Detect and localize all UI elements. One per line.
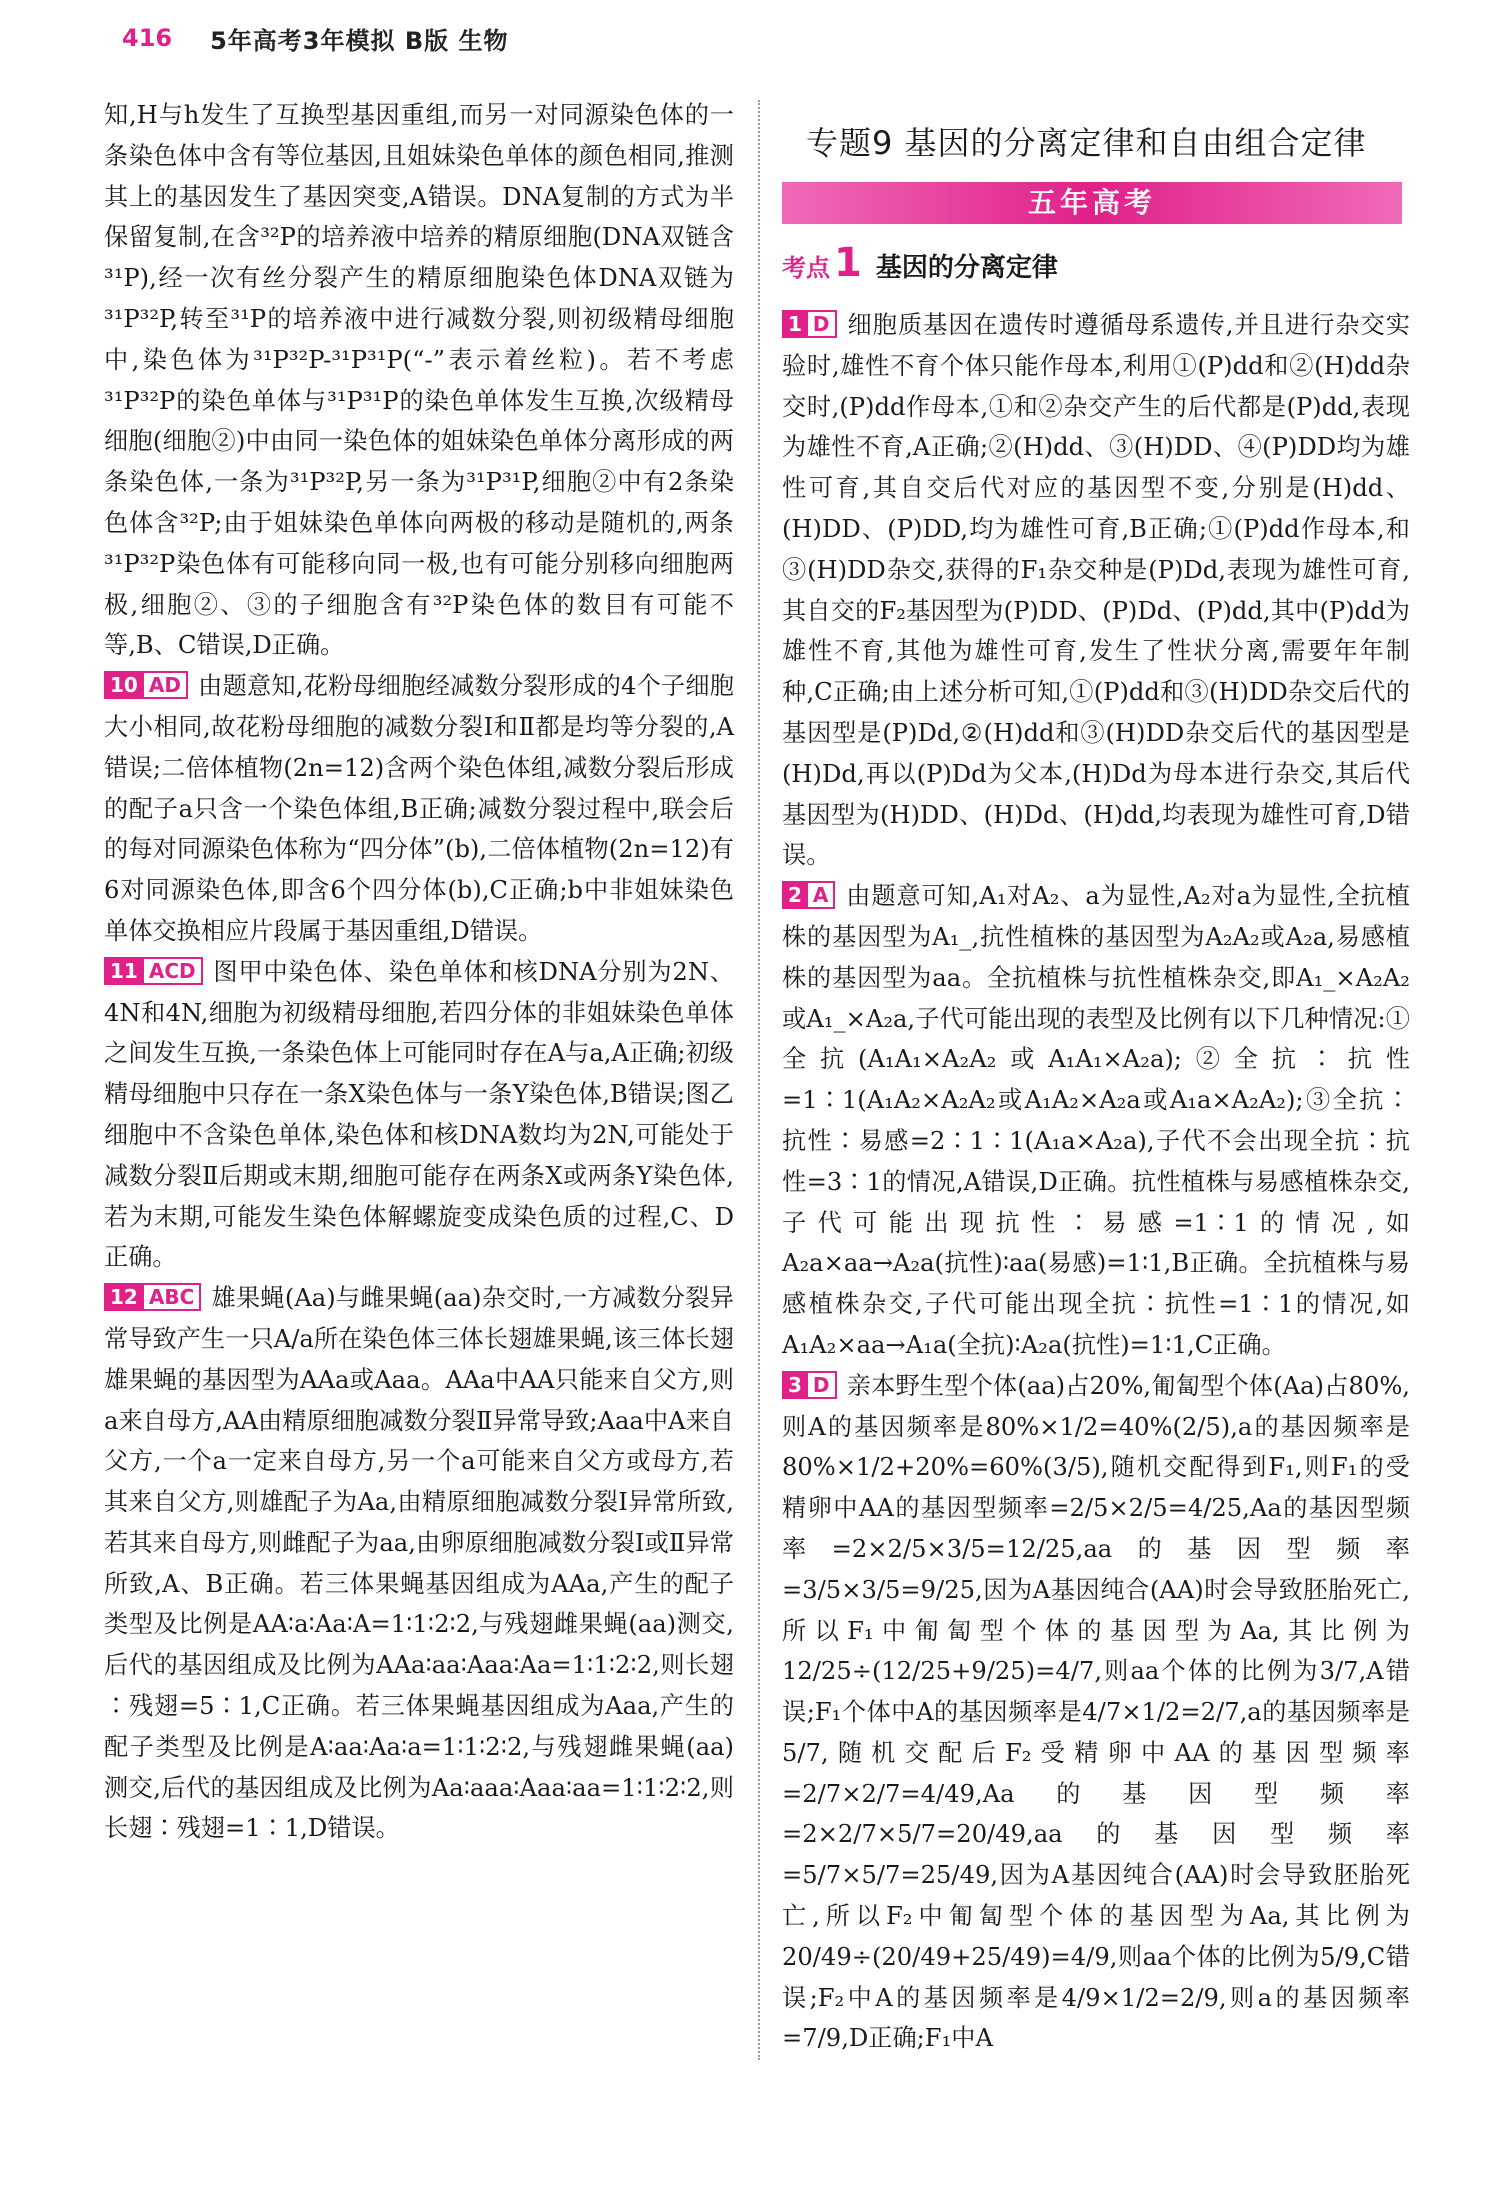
continuation-paragraph: 知,H与h发生了互换型基因重组,而另一对同源染色体的一条染色体中含有等位基因,且姐妹染色单体的颜色相同,推测其上的基因发生了基因突变,A错误。DNA复制的方式为半保留复制,在含³²P的培养液中培养的精原细胞(DNA双链含³¹P),经一次有丝分裂产生的精原细胞染色体DNA双链为³¹P³²P,转至³¹P的培养液中进行减数分裂,则初级精母细胞中,染色体为³¹P³²P-³¹P³¹P(“-”表示着丝粒)。若不考虑³¹P³²P的染色单体与³¹P³¹P的染色单体发生互换,次级精母细胞(细胞②)中由同一染色体的姐妹染色单体分离形成的两条染色体,一条为³¹P³²P,另一条为³¹P³¹P,细胞②中有2条染色体含³²P;由于姐妹染色单体向两极的移动是随机的,两条³¹P³²P染色体有可能移向同一极,也有可能分别移向细胞两极,细胞②、③的子细胞含有³²P染色体的数目有可能不等,B、C错误,D正确。 — [104, 101, 734, 660]
answer-badge — [104, 1283, 201, 1311]
kaodian-number: 1 — [834, 240, 862, 286]
answer-letters: AD — [144, 671, 188, 699]
topic-title: 专题9 基因的分离定律和自由组合定律 — [806, 124, 1367, 162]
kaodian-heading — [782, 240, 1058, 290]
answer-text: 由题意知,花粉母细胞经减数分裂形成的4个子细胞大小相同,故花粉母细胞的减数分裂Ⅰ和Ⅱ都是均等分裂的,A错误;二倍体植物(2n=12)含两个染色体组,减数分裂后形成的配子a只含一个染色体组,B正确;减数分裂过程中,联会后的每对同源染色体称为“四分体”(b),二倍体植物(2n=12)有6对同源染色体,即含6个四分体(b),C正确;b中非姐妹染色单体交换相应片段属于基因重组,D错误。 — [104, 672, 734, 945]
question-number: 10 — [104, 671, 144, 699]
answer-10 — [104, 666, 734, 952]
question-number: 2 — [782, 881, 808, 909]
answer-12 — [104, 1278, 734, 1849]
page-number: 416 — [122, 24, 173, 52]
page-header — [122, 18, 509, 58]
kaodian-title: 基因的分离定律 — [875, 253, 1058, 283]
column-divider — [758, 100, 760, 2060]
book-title: 5年高考3年模拟 B版 生物 — [210, 26, 509, 55]
answer-text: 雄果蝇(Aa)与雌果蝇(aa)杂交时,一方减数分裂异常导致产生一只A/a所在染色体三体长翅雄果蝇,该三体长翅雄果蝇的基因型为AAa或Aaa。AAa中AA只能来自父方,则a来自母方,AA由精原细胞减数分裂Ⅱ异常导致;Aaa中A来自父方,一个a一定来自母方,另一个a可能来自父方或母方,若其来自父方,则雄配子为Aa,由精原细胞减数分裂Ⅰ异常所致,若其来自母方,则雌配子为aa,由卵原细胞减数分裂Ⅰ或Ⅱ异常所致,A、B正确。若三体果蝇基因组成为AAa,产生的配子类型及比例是AA∶a∶Aa∶A=1∶1∶2∶2,与残翅雌果蝇(aa)测交,后代的基因组成及比例为AAa∶aa∶Aaa∶Aa=1∶1∶2∶2,则长翅∶残翅=5∶1,C正确。若三体果蝇基因组成为Aaa,产生的配子类型及比例是A∶aa∶Aa∶a=1∶1∶2∶2,与残翅雌果蝇(aa)测交,后代的基因组成及比例为Aa∶aaa∶Aaa∶aa=1∶1∶2∶2,则长翅∶残翅=1∶1,D错误。 — [104, 1284, 734, 1843]
question-number: 11 — [104, 957, 144, 985]
answer-badge — [782, 1371, 837, 1399]
question-number: 12 — [104, 1283, 144, 1311]
right-column — [782, 305, 1410, 2059]
answer-letters: D — [808, 310, 837, 338]
answer-badge — [782, 881, 835, 909]
answer-11 — [104, 952, 734, 1278]
answer-3 — [782, 1366, 1410, 2060]
answer-text: 亲本野生型个体(aa)占20%,匍匐型个体(Aa)占80%,则A的基因频率是80%×1/2=40%(2/5),a的基因频率是80%×1/2+20%=60%(3/5),随机交配得到F₁,则F₁的受精卵中AA的基因型频率=2/5×2/5=4/25,Aa的基因型频率=2×2/5×3/5=12/25,aa的基因型频率=3/5×3/5=9/25,因为A基因纯合(AA)时会导致胚胎死亡,所以F₁中匍匐型个体的基因型为Aa,其比例为12/25÷(12/25+9/25)=4/7,则aa个体的比例为3/7,A错误;F₁个体中A的基因频率是4/7×1/2=2/7,a的基因频率是5/7,随机交配后F₂受精卵中AA的基因型频率=2/7×2/7=4/49,Aa的基因型频率=2×2/7×5/7=20/49,aa的基因型频率=5/7×5/7=25/49,因为A基因纯合(AA)时会导致胚胎死亡,所以F₂中匍匐型个体的基因型为Aa,其比例为20/49÷(20/49+25/49)=4/9,则aa个体的比例为5/9,C错误;F₂中A的基因频率是4/9×1/2=2/9,则a的基因频率=7/9,D正确;F₁中A — [782, 1371, 1410, 2053]
answer-2 — [782, 876, 1410, 1366]
answer-badge — [782, 310, 837, 338]
section-banner: 五年高考 — [782, 182, 1402, 224]
answer-text: 图甲中染色体、染色单体和核DNA分别为2N、4N和4N,细胞为初级精母细胞,若四分体的非姐妹染色单体之间发生互换,一条染色体上可能同时存在A与a,A正确;初级精母细胞中只存在一条X染色体与一条Y染色体,B错误;图乙细胞中不含染色单体,染色体和核DNA数均为2N,可能处于减数分裂Ⅱ后期或末期,细胞可能存在两条X或两条Y染色体,若为末期,可能发生染色体解螺旋变成染色质的过程,C、D正确。 — [104, 957, 734, 1272]
answer-1 — [782, 305, 1410, 876]
answer-badge — [104, 671, 188, 699]
question-number: 1 — [782, 310, 808, 338]
kaodian-label: 考点 — [782, 254, 830, 282]
answer-text: 细胞质基因在遗传时遵循母系遗传,并且进行杂交实验时,雄性不育个体只能作母本,利用①(P)dd和②(H)dd杂交时,(P)dd作母本,①和②杂交产生的后代都是(P)dd,表现为雄性不育,A正确;②(H)dd、③(H)DD、④(P)DD均为雄性可育,其自交后代对应的基因型不变,分别是(H)dd、(H)DD、(P)DD,均为雄性可育,B正确;①(P)dd作母本,和③(H)DD杂交,获得的F₁杂交种是(P)Dd,表现为雄性可育,其自交的F₂基因型为(P)DD、(P)Dd、(P)dd,其中(P)dd为雄性不育,其他为雄性可育,发生了性状分离,需要年年制种,C正确;由上述分析可知,①(P)dd和③(H)DD杂交后代的基因型是(P)Dd,②(H)dd和③(H)DD杂交后代的基因型是(H)Dd,再以(P)Dd为父本,(H)Dd为母本进行杂交,其后代基因型为(H)DD、(H)Dd、(H)dd,均表现为雄性可育,D错误。 — [782, 311, 1410, 870]
answer-letters: D — [808, 1371, 837, 1399]
answer-letters: ACD — [144, 957, 203, 985]
answer-text: 由题意可知,A₁对A₂、a为显性,A₂对a为显性,全抗植株的基因型为A₁_,抗性植株的基因型为A₂A₂或A₂a,易感植株的基因型为aa。全抗植株与抗性植株杂交,即A₁_×A₂A₂或A₁_×A₂a,子代可能出现的表型及比例有以下几种情况:①全抗(A₁A₁×A₂A₂或A₁A₁×A₂a);②全抗∶抗性=1∶1(A₁A₂×A₂A₂或A₁A₂×A₂a或A₁a×A₂A₂);③全抗∶抗性∶易感=2∶1∶1(A₁a×A₂a),子代不会出现全抗∶抗性=3∶1的情况,A错误,D正确。抗性植株与易感植株杂交,子代可能出现抗性∶易感=1∶1的情况,如A₂a×aa→A₂a(抗性)∶aa(易感)=1∶1,B正确。全抗植株与易感植株杂交,子代可能出现全抗∶抗性=1∶1的情况,如A₁A₂×aa→A₁a(全抗)∶A₂a(抗性)=1∶1,C正确。 — [782, 882, 1410, 1359]
left-column — [104, 95, 734, 1849]
answer-badge — [104, 957, 203, 985]
answer-letters: A — [808, 881, 835, 909]
answer-letters: ABC — [144, 1283, 201, 1311]
question-number: 3 — [782, 1371, 808, 1399]
